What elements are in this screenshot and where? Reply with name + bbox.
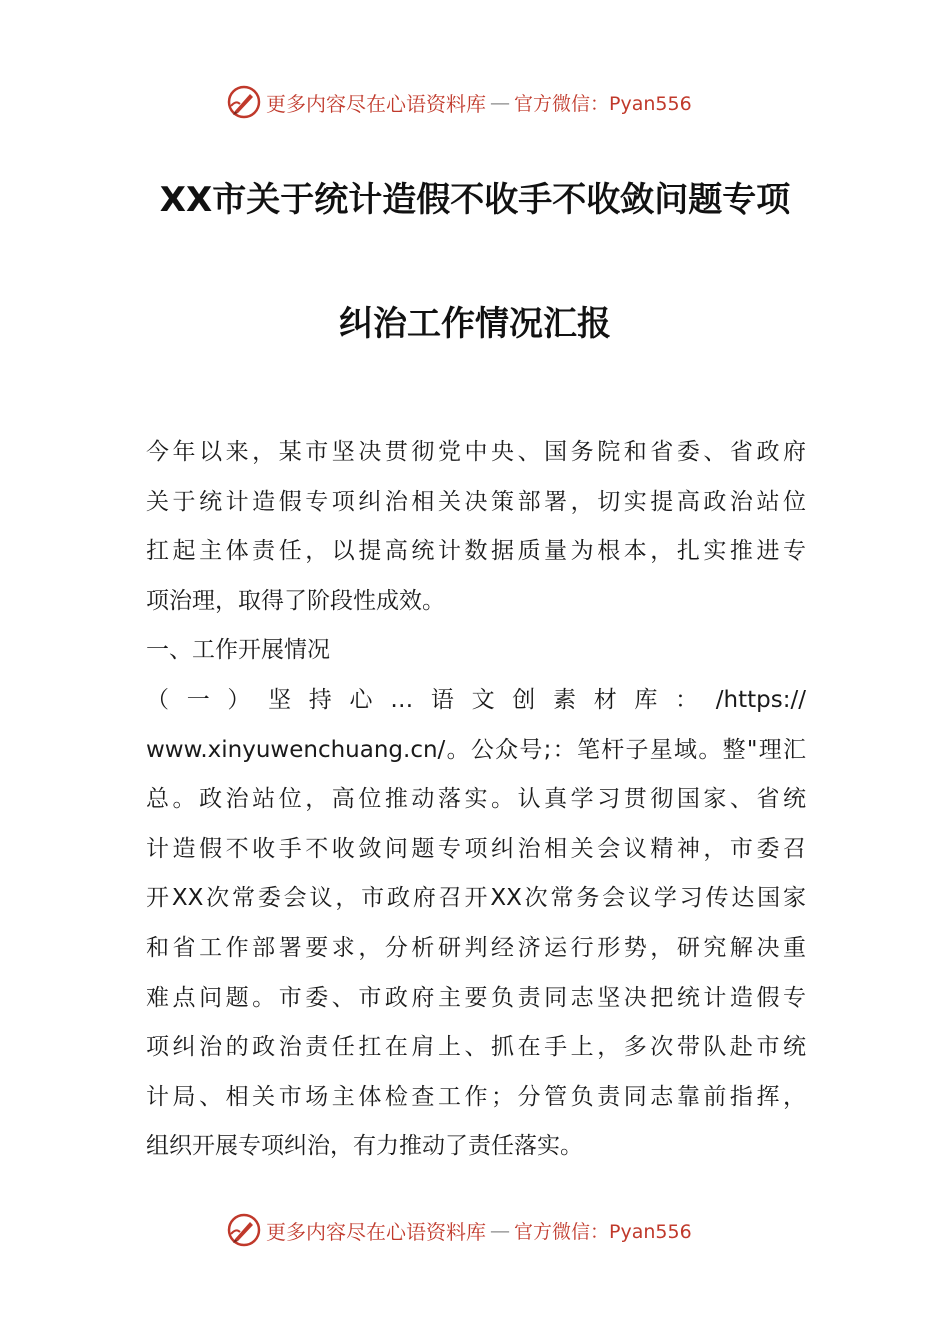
section-heading: 一、工作开展情况 <box>146 637 330 664</box>
document-title-line1: XX市关于统计造假不收手不收敛问题专项 <box>159 180 791 220</box>
document-body <box>146 428 806 1172</box>
body-line: 难点问题。市委、市政府主要负责同志坚决把统计造假专 <box>146 984 806 1011</box>
banner-separator: — <box>490 90 510 114</box>
body-line: 计造假不收手不收敛问题专项纠治相关会议精神，市委召 <box>146 835 806 862</box>
body-line: 关于统计造假专项纠治相关决策部署，切实提高政治站位 <box>146 488 806 515</box>
banner-separator: — <box>490 1218 510 1242</box>
body-line: www.xinyuwenchuang.cn/。公众号;：笔杆子星域。整"理汇 <box>146 736 806 763</box>
body-line: 项纠治的政治责任扛在肩上、抓在手上，多次带队赴市统 <box>146 1034 806 1061</box>
banner-text: 更多内容尽在心语资料库 <box>266 91 486 116</box>
pen-logo-icon <box>226 1212 262 1248</box>
body-line: 总。政治站位，高位推动落实。认真学习贯彻国家、省统 <box>146 786 806 813</box>
header-banner <box>226 82 746 122</box>
body-line: （一）坚持心…语文创素材库：/https:// <box>146 686 806 713</box>
body-line: 开XX次常委会议，市政府召开XX次常务会议学习传达国家 <box>146 885 806 912</box>
body-line: 今年以来，某市坚决贯彻党中央、国务院和省委、省政府 <box>146 439 806 465</box>
banner-wechat: 官方微信：Pyan556 <box>514 92 692 115</box>
banner-wechat: 官方微信：Pyan556 <box>514 1220 692 1243</box>
body-line: 组织开展专项纠治，有力推动了责任落实。 <box>146 1133 583 1160</box>
footer-banner <box>226 1210 746 1250</box>
body-line: 计局、相关市场主体检查工作；分管负责同志靠前指挥， <box>146 1083 806 1110</box>
body-line: 和省工作部署要求，分析研判经济运行形势，研究解决重 <box>146 934 806 961</box>
body-line: 项治理，取得了阶段性成效。 <box>146 587 445 614</box>
body-line: 扛起主体责任，以提高统计数据质量为根本，扎实推进专 <box>146 538 806 565</box>
banner-text: 更多内容尽在心语资料库 <box>266 1219 486 1244</box>
document-title-line2: 纠治工作情况汇报 <box>339 304 611 344</box>
pen-logo-icon <box>226 84 262 120</box>
